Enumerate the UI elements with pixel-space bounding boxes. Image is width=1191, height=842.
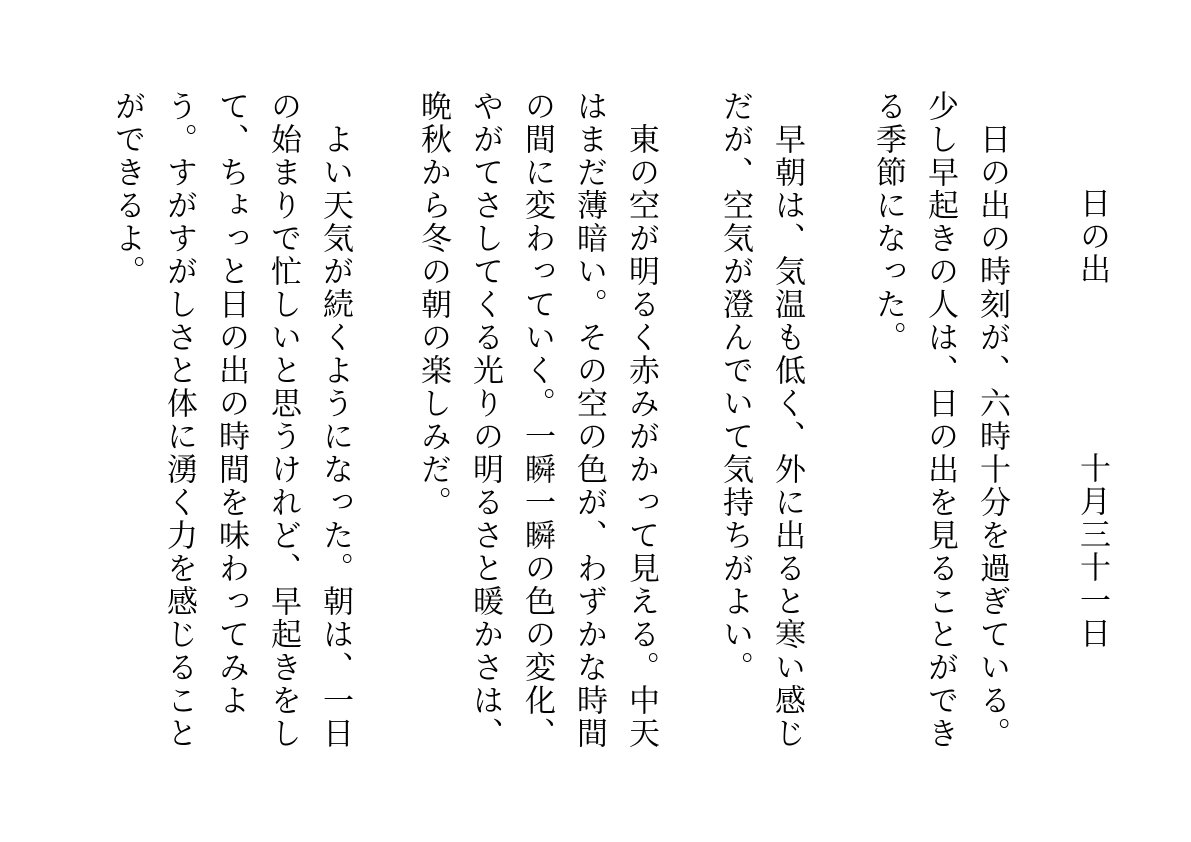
document-date: 十月三十一日	[1074, 452, 1110, 650]
paragraph-4: よい天気が続くようになった。朝は、一日の始まりで忙しいと思うけれど、早起きをして、ちょっと日の出の時間を味わってみよう。すがすがしさと体に湧く力を感じることができるよ。	[109, 90, 353, 750]
document-title: 日の出	[1074, 187, 1110, 286]
paragraph-2: 早朝は、気温も低く、外に出ると寒い感じだが、空気が澄んでいて気持ちがよい。	[717, 90, 805, 750]
paragraph-1: 日の出の時刻が、六時十分を過ぎている。少し早起きの人は、日の出を見ることができる季節になった。	[870, 90, 1010, 750]
paragraph-3: 東の空が明るく赤みがかって見える。中天はまだ薄暗い。その空の色が、わずかな時間の間に変わっていく。一瞬一瞬の色の変化、やがてさしてくる光りの明るさと暖かさは、晩秋から冬の朝の楽しみだ。	[415, 90, 659, 750]
